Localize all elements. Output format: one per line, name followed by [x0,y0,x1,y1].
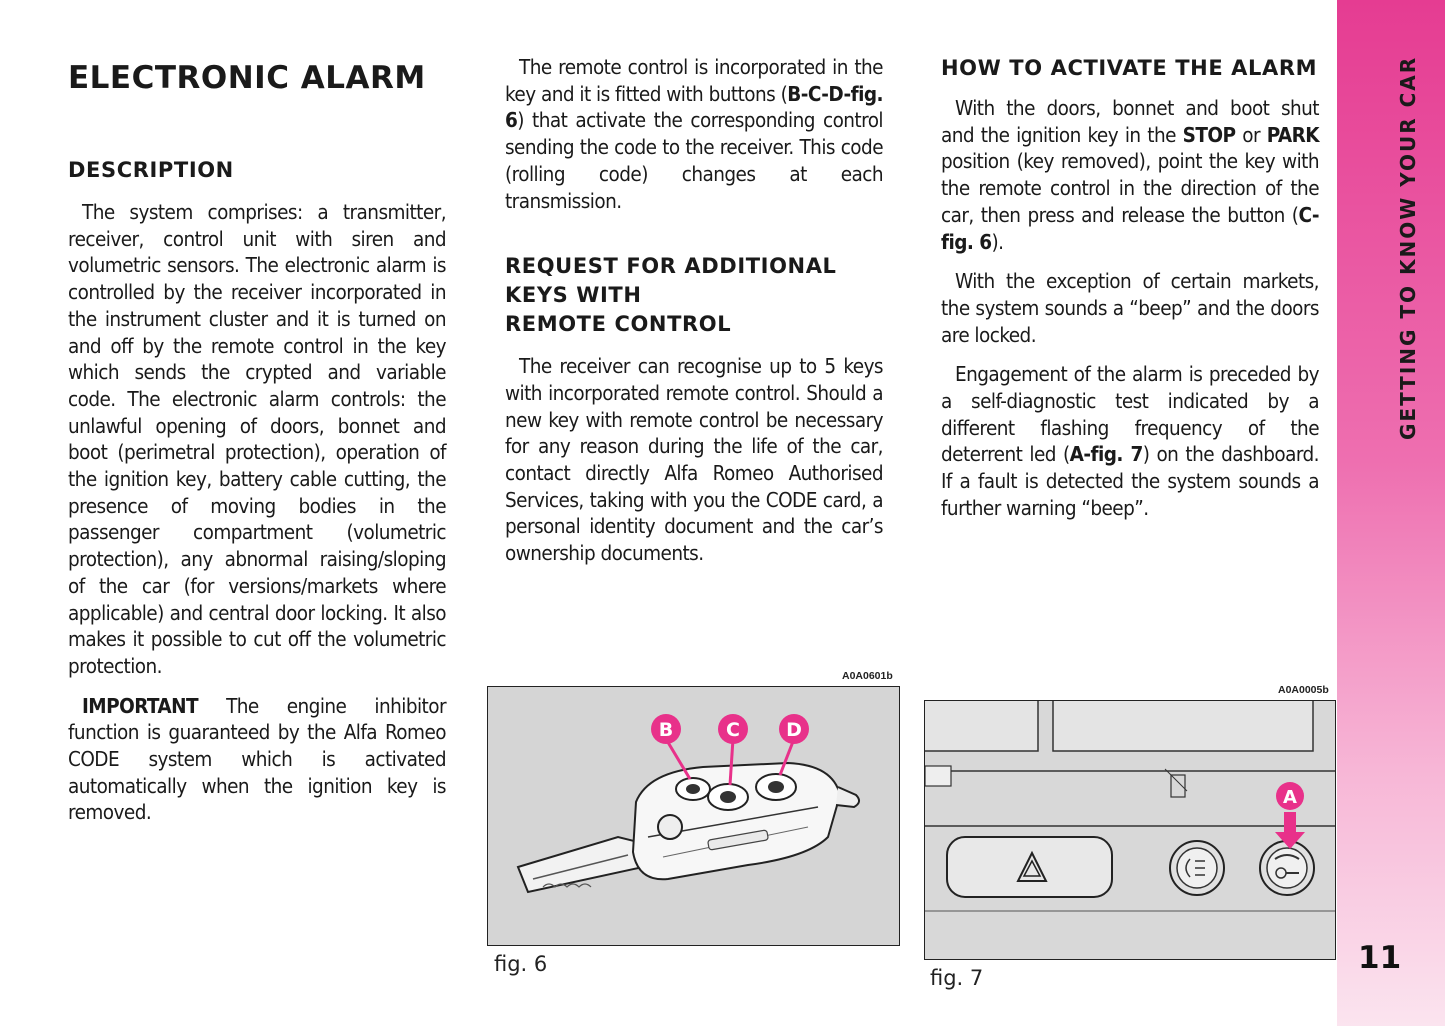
fig6-code: A0A0601b [842,670,893,682]
remote-control-paragraph [505,54,883,214]
dashboard-illustration [925,701,1335,959]
fig7-code: A0A0005b [1278,684,1329,696]
page-number: 11 [1358,940,1402,976]
park-label: PARK [1266,122,1319,147]
callout-b: B [658,719,674,741]
fig7-caption: fig. 7 [930,966,984,990]
request-heading-line1: REQUEST FOR ADDITIONAL [505,254,837,279]
column-middle [505,52,883,580]
request-keys-heading [505,252,865,339]
description-paragraph: The system comprises: a transmitter, receiver, control unit with siren and volumetric sensors. The electronic alarm is controlled by the receiver incorporated in the instrument cluster and it is turned on and off by the remote control in the key which sends the crypted and variable code. The electronic alarm controls: the unlawful opening of doors, bonnet and boot (perimetral protection), operation of the ignition key, battery cable cutting, the presence of moving bodies in the passenger compartment (volumetric protection), any abnormal raising/sloping of the car (for versions/markets where applicable) and central door locking. It also makes it possible to cut off the volumetric protection. [68,200,446,678]
fig7-reference: A-fig. 7 [1069,442,1143,467]
fig6-caption: fig. 6 [494,952,548,976]
remote-text-a: The remote control is incorporated in the key and it is fitted with buttons ( [505,55,883,106]
page-title: ELECTRONIC ALARM [68,60,426,96]
important-text: The engine inhibitor function is guaranteed by the Alfa Romeo CODE system which is activated automatically when the ignition key is removed. [68,693,446,825]
description-heading: DESCRIPTION [68,158,234,182]
selfdiag-text-a: Engagement of the alarm is preceded by a self-diagnostic test indicated by a different flashing frequency of the deterrent led ( [941,362,1319,467]
activate-text-a: With the doors, bonnet and boot shut and the ignition key in the [941,96,1319,147]
activate-paragraph-3 [941,361,1319,521]
activate-alarm-heading: HOW TO ACTIVATE THE ALARM [941,56,1318,80]
activate-paragraph-1 [941,95,1319,255]
fig6-image [487,686,900,946]
fig7-image [924,700,1336,960]
callout-c: C [726,719,740,741]
activate-text-c: ). [991,229,1004,254]
callout-a: A [1283,787,1297,808]
remote-text-b: ) that activate the corresponding control sending the code to the receiver. This code (rolling code) changes at each transmission. [505,108,883,213]
or-text: or [1235,122,1267,147]
fig6c-reference: C-fig. 6 [941,202,1319,254]
request-heading-line3: REMOTE CONTROL [505,312,732,337]
request-keys-paragraph: The receiver can recognise up to 5 keys with incorporated remote control. Should a new key with remote control be necessary for any reason during the life of the car, contact directly Alfa Romeo Authorised Services, taking with you the CODE card, a personal identity document and the car’s ownership documents. [505,354,883,566]
important-label: IMPORTANT [82,693,199,718]
callout-d: D [786,719,802,741]
activate-text-b: position (key removed), point the key with the remote control in the direction of the car, then press and release the button ( [941,149,1319,227]
important-paragraph [68,693,446,827]
activate-paragraph-2: With the exception of certain markets, the system sounds a “beep” and the doors are locked. [941,269,1319,347]
column-right [941,52,1319,535]
request-heading-line2: KEYS WITH [505,283,642,308]
selfdiag-text-b: ) on the dashboard. If a fault is detected the system sounds a further warning “beep”. [941,442,1319,520]
stop-label: STOP [1182,122,1236,147]
fig6-reference: B-C-D-fig. 6 [505,81,883,133]
column-left [68,52,446,839]
key-illustration [488,687,899,945]
chapter-title: GETTING TO KNOW YOUR CAR [1396,55,1420,440]
chapter-sidebar [1337,0,1445,1026]
